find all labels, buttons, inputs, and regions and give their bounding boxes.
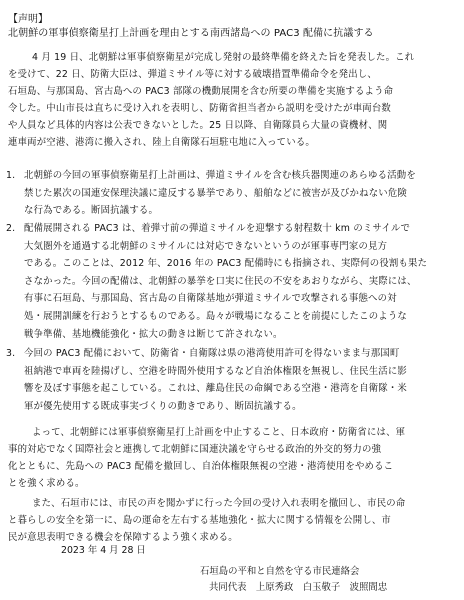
organization-name: 石垣島の平和と自然を守る市民連絡会 [200,566,360,577]
item-number: 1. [6,170,16,181]
list-item-1 [6,167,456,220]
text-line: や人員など具体的内容は公表できないとした。25 日以降、自衛隊員ら大量の資機材、関 [8,120,388,131]
text-line: 大気圏外を通過する北朝鮮のミサイルには対応できないというのが軍事専門家の見方 [24,240,388,252]
text-line: 戦争準備、基地機能強化・拡大の動きは断じて許されない。 [24,328,283,340]
text-line: 4 月 19 日、北朝鮮は軍事偵察衛星が完成し発射の最終準備を終えた旨を発表した。これ [32,52,415,63]
item-number: 2. [6,223,16,234]
text-line: 今回の PAC3 配備において、防衛省・自衛隊は県の港湾使用許可を得ないまま与那国町 [24,348,400,359]
intro-paragraph [8,49,456,151]
text-line: な行為である。断固抗議する。 [24,205,159,217]
text-line: 有事に石垣島、与那国島、宮古島の自衛隊基地が弾道ミサイルで攻撃される事態への対 [24,293,397,305]
statement-label: 【声明】 [8,14,48,25]
text-line: とを強く求める。 [8,478,85,489]
closing-paragraph-1 [8,424,456,492]
text-line: 事的対応でなく国際社会と連携して北朝鮮に国連決議を守らせる政治的外交的努力の強 [8,444,382,455]
text-line: 石垣島、与那国島、宮古島への PAC3 部隊の機動展開を含む所要の準備を実施するよう命 [8,86,394,97]
text-line: 響を及ぼす事態を起こしている。これは、離島住民の命綱である空港・港湾を自衛隊・米 [24,383,408,395]
list-item-2 [6,220,456,343]
statement-title: 北朝鮮の軍事偵察衛星打上計画を理由とする南西諸島への PAC3 配備に抗議する [8,28,374,39]
text-line: 令した。中山市長は直ちに受け入れを表明し、防衛省担当者から説明を受けたが車両台数 [8,103,392,114]
item-number: 3. [6,348,16,359]
co-representatives: 共同代表 上原秀政 白玉敬子 波照間忠 [209,582,388,593]
text-line: また、石垣市には、市民の声を聞かずに行った今回の受け入れ表明を撤回し、市民の命 [32,498,406,509]
closing-paragraph-2 [8,495,456,546]
text-line: 処・展開訓練を行おうとするものである。島々が戦場になることを前提にしたこのような [24,310,408,322]
text-line: 祖納港で車両を陸揚げし、空港を時間外使用するなど自治体権限を無視し、住民生活に影 [24,365,408,377]
text-line: 配備展開される PAC3 は、着弾寸前の弾道ミサイルを迎撃する射程数十 km のミサイルで [24,223,411,234]
text-line: 軍が優先使用する既成事実づくりの動きであり、断固抗議する。 [24,400,302,412]
list-item-3 [6,345,456,415]
text-line: 民が意思表明できる機会を保障するよう強く求める。 [8,532,238,543]
text-line: を受けて、22 日、防衛大臣は、弾道ミサイル等に対する破壊措置準備命令を発出し、 [8,69,377,80]
text-line: 化とともに、先島への PAC3 配備を撤回し、自治体権限無視の空港・港湾使用をやめるこ [8,461,394,472]
text-line: よって、北朝鮮には軍事偵察衛星打上計画を中止すること、日本政府・防衛省には、軍 [32,427,406,438]
statement-date: 2023 年 4 月 28 日 [61,545,146,556]
text-line: である。このことは、2012 年、2016 年の PAC3 配備時にも指摘され、実際何の役割も果た [24,258,428,270]
text-line: と暮らしの安全を第一に、島の運命を左右する基地強化・拡大に関する情報を公開し、市 [8,515,392,526]
text-line: 北朝鮮の今回の軍事偵察衛星打上計画は、弾道ミサイルを含む核兵器関連のあらゆる活動を [24,170,416,181]
text-line: さなかった。今回の配備は、北朝鮮の暴挙を口実に住民の不安をあおりながら、実際には、 [24,275,417,287]
text-line: 連車両が空港、港湾に搬入され、陸上自衛隊石垣駐屯地に入っている。 [8,137,315,148]
text-line: 禁じた累次の国連安保理決議に違反する暴挙であり、船舶などに被害が及びかねない危険 [24,187,408,199]
